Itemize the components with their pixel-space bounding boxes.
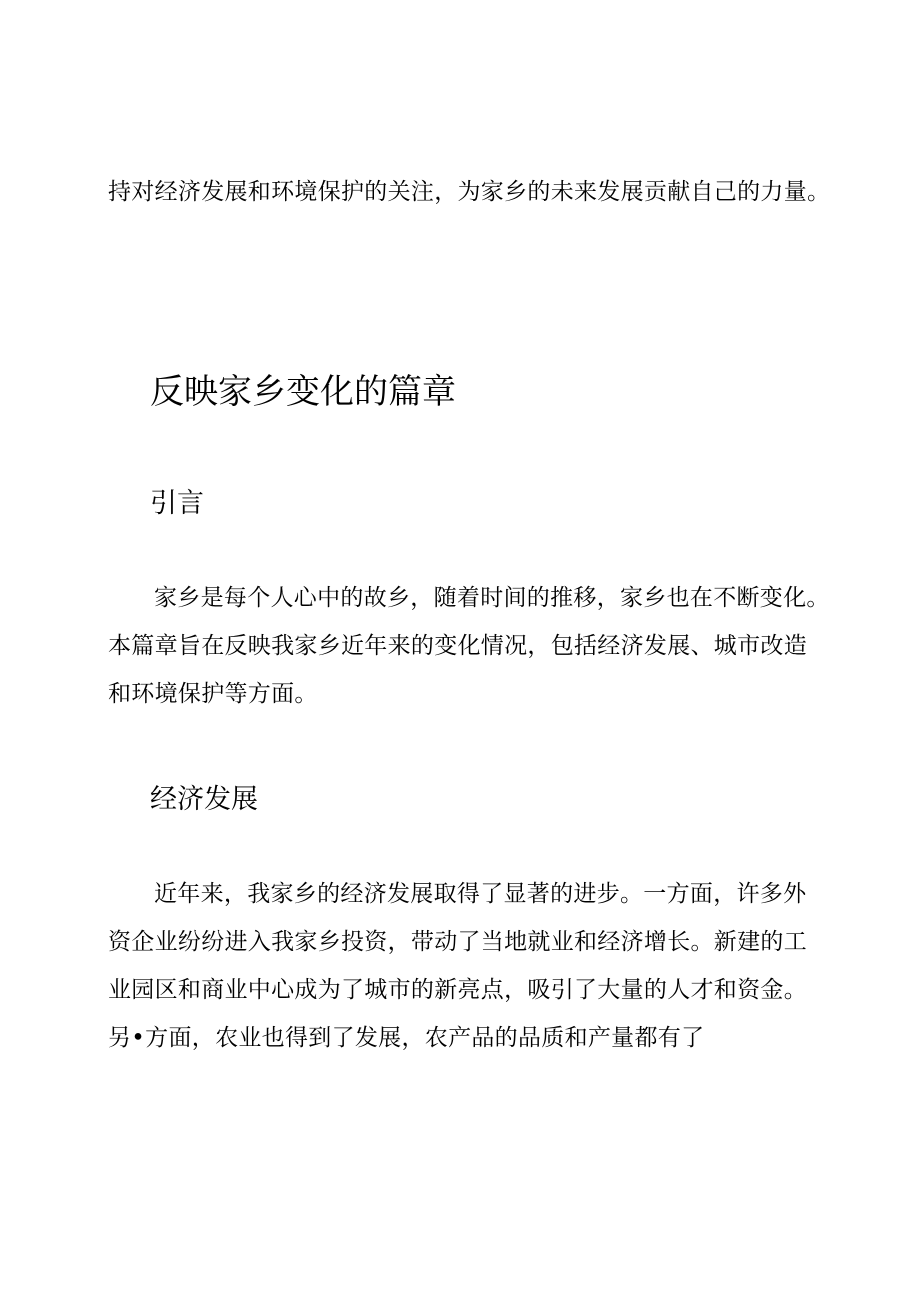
paragraph-line: 本篇章旨在反映我家乡近年来的变化情况，包括经济发展、城市改造 — [108, 633, 807, 659]
page-title: 反映家乡变化的篇章 — [150, 372, 456, 412]
paragraph-line: 业园区和商业中心成为了城市的新亮点，吸引了大量的人才和资金。 — [108, 977, 807, 1003]
paragraph-line: 近年来，我家乡的经济发展取得了显著的进步。一方面，许多外 — [154, 881, 807, 907]
paragraph-line: 家乡是每个人心中的故乡，随着时间的推移，家乡也在不断变化。 — [154, 585, 830, 611]
paragraph-line: 和环境保护等方面。 — [108, 681, 318, 707]
paragraph-line: 持对经济发展和环境保护的关注，为家乡的未来发展贡献自己的力量。 — [108, 179, 831, 205]
economy-paragraph — [108, 870, 820, 1062]
intro-paragraph — [108, 574, 830, 718]
continuation-paragraph — [108, 168, 831, 216]
paragraph-line: 资企业纷纷进入我家乡投资，带动了当地就业和经济增长。新建的工 — [108, 929, 807, 955]
section-heading-intro: 引言 — [150, 488, 204, 519]
section-heading-economy: 经济发展 — [150, 784, 258, 815]
paragraph-line: 另•方面，农业也得到了发展，农产品的品质和产量都有了 — [108, 1025, 705, 1051]
